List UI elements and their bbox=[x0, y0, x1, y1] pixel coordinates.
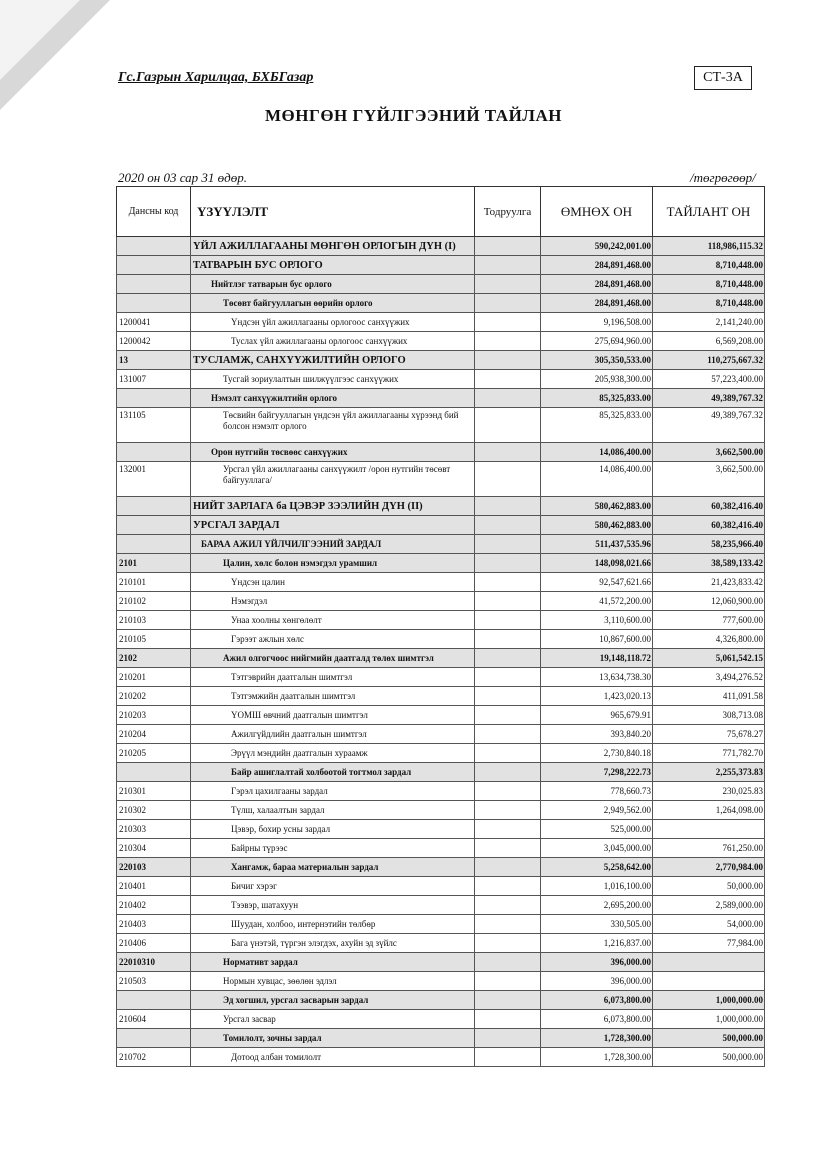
table-row bbox=[117, 443, 765, 462]
row-note bbox=[475, 516, 541, 535]
table-row bbox=[117, 1048, 765, 1067]
row-label: Хангамж, бараа материалын зардал bbox=[191, 858, 475, 877]
row-note bbox=[475, 351, 541, 370]
row-current: 110,275,667.32 bbox=[653, 351, 765, 370]
row-code bbox=[117, 763, 191, 782]
row-note bbox=[475, 535, 541, 554]
row-current: 21,423,833.42 bbox=[653, 573, 765, 592]
row-code: 210402 bbox=[117, 896, 191, 915]
row-label: Тээвэр, шатахуун bbox=[191, 896, 475, 915]
row-current: 230,025.83 bbox=[653, 782, 765, 801]
row-current: 4,326,800.00 bbox=[653, 630, 765, 649]
row-label: Ажил олгогчоос нийгмийн даатгалд төлөх шимтгэл bbox=[191, 649, 475, 668]
row-code: 210204 bbox=[117, 725, 191, 744]
row-current: 3,494,276.52 bbox=[653, 668, 765, 687]
row-current: 1,000,000.00 bbox=[653, 991, 765, 1010]
row-previous: 9,196,508.00 bbox=[541, 313, 653, 332]
row-code bbox=[117, 535, 191, 554]
row-label: Нормативт зардал bbox=[191, 953, 475, 972]
table-row bbox=[117, 896, 765, 915]
row-code bbox=[117, 991, 191, 1010]
table-row bbox=[117, 763, 765, 782]
row-previous: 511,437,535.96 bbox=[541, 535, 653, 554]
table-row bbox=[117, 801, 765, 820]
row-current: 1,264,098.00 bbox=[653, 801, 765, 820]
row-note bbox=[475, 782, 541, 801]
row-current: 118,986,115.32 bbox=[653, 237, 765, 256]
row-note bbox=[475, 370, 541, 389]
row-code: 220103 bbox=[117, 858, 191, 877]
row-note bbox=[475, 294, 541, 313]
row-current: 60,382,416.40 bbox=[653, 497, 765, 516]
row-previous: 305,350,533.00 bbox=[541, 351, 653, 370]
row-label: БАРАА АЖИЛ ҮЙЛЧИЛГЭЭНИЙ ЗАРДАЛ bbox=[191, 535, 475, 554]
row-code: 210205 bbox=[117, 744, 191, 763]
table-row bbox=[117, 782, 765, 801]
row-label: Гэрэл цахилгааны зардал bbox=[191, 782, 475, 801]
row-note bbox=[475, 896, 541, 915]
row-note bbox=[475, 820, 541, 839]
row-note bbox=[475, 801, 541, 820]
row-previous: 284,891,468.00 bbox=[541, 294, 653, 313]
table-row bbox=[117, 462, 765, 497]
table-row bbox=[117, 573, 765, 592]
row-previous: 14,086,400.00 bbox=[541, 443, 653, 462]
table-row bbox=[117, 1010, 765, 1029]
row-label: Тусгай зориулалтын шилжүүлгээс санхүүжих bbox=[191, 370, 475, 389]
report-date: 2020 он 03 сар 31 өдөр. bbox=[118, 170, 247, 185]
row-note bbox=[475, 313, 541, 332]
row-code bbox=[117, 275, 191, 294]
row-note bbox=[475, 497, 541, 516]
row-previous: 19,148,118.72 bbox=[541, 649, 653, 668]
row-label: ҮЙЛ АЖИЛЛАГААНЫ МӨНГӨН ОРЛОГЫН ДҮН (I) bbox=[191, 237, 475, 256]
row-note bbox=[475, 744, 541, 763]
header-indicator: ҮЗҮҮЛЭЛТ bbox=[191, 187, 475, 237]
row-note bbox=[475, 630, 541, 649]
table-row bbox=[117, 706, 765, 725]
table-header-row bbox=[117, 187, 765, 237]
row-previous: 396,000.00 bbox=[541, 972, 653, 991]
row-previous: 393,840.20 bbox=[541, 725, 653, 744]
row-previous: 1,216,837.00 bbox=[541, 934, 653, 953]
table-row bbox=[117, 972, 765, 991]
table-row bbox=[117, 389, 765, 408]
row-label: Тэтгэмжийн даатгалын шимтгэл bbox=[191, 687, 475, 706]
row-previous: 1,728,300.00 bbox=[541, 1048, 653, 1067]
row-label: Шуудан, холбоо, интернэтийн төлбөр bbox=[191, 915, 475, 934]
row-note bbox=[475, 668, 541, 687]
row-previous: 148,098,021.66 bbox=[541, 554, 653, 573]
row-code: 210702 bbox=[117, 1048, 191, 1067]
row-label: Үндсэн үйл ажиллагааны орлогоос санхүүжих bbox=[191, 313, 475, 332]
table-row bbox=[117, 237, 765, 256]
row-previous: 2,949,562.00 bbox=[541, 801, 653, 820]
row-code: 210303 bbox=[117, 820, 191, 839]
row-previous: 6,073,800.00 bbox=[541, 1010, 653, 1029]
organization-name: Гс.Газрын Харилцаа, БХБГазар bbox=[118, 70, 314, 85]
row-current: 8,710,448.00 bbox=[653, 294, 765, 313]
row-previous: 7,298,222.73 bbox=[541, 763, 653, 782]
row-note bbox=[475, 443, 541, 462]
row-code: 210102 bbox=[117, 592, 191, 611]
header-note: Тодруулга bbox=[475, 187, 541, 237]
row-previous: 3,110,600.00 bbox=[541, 611, 653, 630]
row-note bbox=[475, 462, 541, 497]
table-row bbox=[117, 516, 765, 535]
row-current: 2,589,000.00 bbox=[653, 896, 765, 915]
row-code bbox=[117, 389, 191, 408]
currency-unit: /төгрөгөөр/ bbox=[690, 170, 756, 185]
row-label: Гэрээт ажлын хөлс bbox=[191, 630, 475, 649]
row-code: 1200041 bbox=[117, 313, 191, 332]
cash-flow-table bbox=[116, 186, 765, 1067]
row-note bbox=[475, 858, 541, 877]
row-note bbox=[475, 915, 541, 934]
row-current: 75,678.27 bbox=[653, 725, 765, 744]
table-row bbox=[117, 294, 765, 313]
row-current: 500,000.00 bbox=[653, 1048, 765, 1067]
table-row bbox=[117, 820, 765, 839]
row-label: ТУСЛАМЖ, САНХҮҮЖИЛТИЙН ОРЛОГО bbox=[191, 351, 475, 370]
row-label: Түлш, халаалтын зардал bbox=[191, 801, 475, 820]
row-code: 210406 bbox=[117, 934, 191, 953]
row-previous: 10,867,600.00 bbox=[541, 630, 653, 649]
row-label: Унаа хоолны хөнгөлөлт bbox=[191, 611, 475, 630]
table-row bbox=[117, 668, 765, 687]
row-current: 49,389,767.32 bbox=[653, 389, 765, 408]
row-current: 8,710,448.00 bbox=[653, 275, 765, 294]
row-code: 1200042 bbox=[117, 332, 191, 351]
row-label: Байрны түрээс bbox=[191, 839, 475, 858]
table-row bbox=[117, 915, 765, 934]
row-code: 2102 bbox=[117, 649, 191, 668]
row-previous: 284,891,468.00 bbox=[541, 275, 653, 294]
table-row bbox=[117, 351, 765, 370]
table-row bbox=[117, 256, 765, 275]
row-label: Нэмэлт санхүүжилтийн орлого bbox=[191, 389, 475, 408]
table-row bbox=[117, 991, 765, 1010]
row-label: Үндсэн цалин bbox=[191, 573, 475, 592]
row-label: Бага үнэтэй, түргэн элэгдэх, ахуйн эд зүйлс bbox=[191, 934, 475, 953]
row-label: Нийтлэг татварын бус орлого bbox=[191, 275, 475, 294]
row-label: Байр ашиглалтай холбоотой тогтмол зардал bbox=[191, 763, 475, 782]
header-report-year: ТАЙЛАНТ ОН bbox=[653, 187, 765, 237]
row-note bbox=[475, 389, 541, 408]
table-row bbox=[117, 611, 765, 630]
row-note bbox=[475, 256, 541, 275]
row-code bbox=[117, 516, 191, 535]
row-label: Туслах үйл ажиллагааны орлогоос санхүүжих bbox=[191, 332, 475, 351]
row-label: Эд хогшил, урсгал засварын зардал bbox=[191, 991, 475, 1010]
row-previous: 275,694,960.00 bbox=[541, 332, 653, 351]
row-code: 210503 bbox=[117, 972, 191, 991]
row-previous: 778,660.73 bbox=[541, 782, 653, 801]
row-previous: 41,572,200.00 bbox=[541, 592, 653, 611]
row-note bbox=[475, 839, 541, 858]
row-code: 210302 bbox=[117, 801, 191, 820]
row-note bbox=[475, 877, 541, 896]
row-current: 49,389,767.32 bbox=[653, 408, 765, 443]
row-label: Бичиг хэрэг bbox=[191, 877, 475, 896]
row-code: 210203 bbox=[117, 706, 191, 725]
row-code: 210202 bbox=[117, 687, 191, 706]
row-note bbox=[475, 649, 541, 668]
row-code: 132001 bbox=[117, 462, 191, 497]
row-note bbox=[475, 592, 541, 611]
row-current: 2,255,373.83 bbox=[653, 763, 765, 782]
row-label: НИЙТ ЗАРЛАГА ба ЦЭВЭР ЗЭЭЛИЙН ДҮН (II) bbox=[191, 497, 475, 516]
row-current: 60,382,416.40 bbox=[653, 516, 765, 535]
row-current: 8,710,448.00 bbox=[653, 256, 765, 275]
row-previous: 396,000.00 bbox=[541, 953, 653, 972]
row-code: 210301 bbox=[117, 782, 191, 801]
row-previous: 5,258,642.00 bbox=[541, 858, 653, 877]
row-previous: 205,938,300.00 bbox=[541, 370, 653, 389]
row-code bbox=[117, 443, 191, 462]
row-note bbox=[475, 972, 541, 991]
row-label: Ажилгүйдлийн даатгалын шимтгэл bbox=[191, 725, 475, 744]
row-current: 77,984.00 bbox=[653, 934, 765, 953]
row-current: 411,091.58 bbox=[653, 687, 765, 706]
table-row bbox=[117, 535, 765, 554]
row-note bbox=[475, 408, 541, 443]
row-previous: 284,891,468.00 bbox=[541, 256, 653, 275]
table-row bbox=[117, 858, 765, 877]
row-label: Төсөвт байгууллагын өөрийн орлого bbox=[191, 294, 475, 313]
row-previous: 14,086,400.00 bbox=[541, 462, 653, 497]
row-code: 13 bbox=[117, 351, 191, 370]
row-current: 2,770,984.00 bbox=[653, 858, 765, 877]
row-label: Нормын хувцас, зөөлөн эдлэл bbox=[191, 972, 475, 991]
row-code bbox=[117, 1029, 191, 1048]
row-note bbox=[475, 934, 541, 953]
row-label: Төсвийн байгууллагын үндсэн үйл ажиллагааны хүрээнд бий болсон нэмэлт орлого bbox=[191, 408, 475, 443]
row-label: Урсгал засвар bbox=[191, 1010, 475, 1029]
row-current: 500,000.00 bbox=[653, 1029, 765, 1048]
table-row bbox=[117, 877, 765, 896]
header-previous-year: ӨМНӨХ ОН bbox=[541, 187, 653, 237]
row-label: Орон нутгийн төсвөөс санхүүжих bbox=[191, 443, 475, 462]
row-current: 777,600.00 bbox=[653, 611, 765, 630]
row-note bbox=[475, 573, 541, 592]
row-code: 131007 bbox=[117, 370, 191, 389]
row-previous: 85,325,833.00 bbox=[541, 408, 653, 443]
row-current: 1,000,000.00 bbox=[653, 1010, 765, 1029]
row-current: 50,000.00 bbox=[653, 877, 765, 896]
table-row bbox=[117, 408, 765, 443]
row-current: 5,061,542.15 bbox=[653, 649, 765, 668]
row-current: 771,782.70 bbox=[653, 744, 765, 763]
table-row bbox=[117, 839, 765, 858]
table-row bbox=[117, 313, 765, 332]
row-label: Цэвэр, бохир усны зардал bbox=[191, 820, 475, 839]
table-row bbox=[117, 275, 765, 294]
row-previous: 2,695,200.00 bbox=[541, 896, 653, 915]
row-code bbox=[117, 294, 191, 313]
row-code: 22010310 bbox=[117, 953, 191, 972]
form-code-box: СТ-3А bbox=[694, 66, 752, 90]
row-previous: 590,242,001.00 bbox=[541, 237, 653, 256]
row-code: 210403 bbox=[117, 915, 191, 934]
row-label: УРСГАЛ ЗАРДАЛ bbox=[191, 516, 475, 535]
row-current: 12,060,900.00 bbox=[653, 592, 765, 611]
row-code: 2101 bbox=[117, 554, 191, 573]
row-label: Томилолт, зочны зардал bbox=[191, 1029, 475, 1048]
table-row bbox=[117, 649, 765, 668]
table-row bbox=[117, 630, 765, 649]
table-row bbox=[117, 1029, 765, 1048]
table-row bbox=[117, 592, 765, 611]
row-code bbox=[117, 237, 191, 256]
table-row bbox=[117, 497, 765, 516]
row-note bbox=[475, 332, 541, 351]
row-code: 131105 bbox=[117, 408, 191, 443]
row-code: 210103 bbox=[117, 611, 191, 630]
table-row bbox=[117, 934, 765, 953]
row-current: 57,223,400.00 bbox=[653, 370, 765, 389]
row-note bbox=[475, 237, 541, 256]
row-previous: 580,462,883.00 bbox=[541, 497, 653, 516]
row-label: Нэмэгдэл bbox=[191, 592, 475, 611]
row-previous: 1,016,100.00 bbox=[541, 877, 653, 896]
table-row bbox=[117, 953, 765, 972]
row-previous: 580,462,883.00 bbox=[541, 516, 653, 535]
row-code: 210101 bbox=[117, 573, 191, 592]
row-label: ҮОМШ өвчний даатгалын шимтгэл bbox=[191, 706, 475, 725]
row-current: 58,235,966.40 bbox=[653, 535, 765, 554]
row-previous: 3,045,000.00 bbox=[541, 839, 653, 858]
page-fold bbox=[0, 0, 80, 80]
row-current bbox=[653, 972, 765, 991]
row-current bbox=[653, 820, 765, 839]
row-current bbox=[653, 953, 765, 972]
row-previous: 6,073,800.00 bbox=[541, 991, 653, 1010]
row-code: 210604 bbox=[117, 1010, 191, 1029]
table-row bbox=[117, 554, 765, 573]
row-code: 210401 bbox=[117, 877, 191, 896]
header-account-code: Дансны код bbox=[117, 187, 191, 237]
row-note bbox=[475, 611, 541, 630]
row-note bbox=[475, 554, 541, 573]
row-code: 210201 bbox=[117, 668, 191, 687]
table-row bbox=[117, 370, 765, 389]
row-note bbox=[475, 763, 541, 782]
row-label: ТАТВАРЫН БУС ОРЛОГО bbox=[191, 256, 475, 275]
row-note bbox=[475, 687, 541, 706]
table-row bbox=[117, 725, 765, 744]
row-previous: 85,325,833.00 bbox=[541, 389, 653, 408]
row-current: 54,000.00 bbox=[653, 915, 765, 934]
row-label: Дотоод албан томилолт bbox=[191, 1048, 475, 1067]
row-note bbox=[475, 1048, 541, 1067]
row-current: 308,713.08 bbox=[653, 706, 765, 725]
row-label: Эрүүл мэндийн даатгалын хураамж bbox=[191, 744, 475, 763]
row-previous: 525,000.00 bbox=[541, 820, 653, 839]
row-code: 210105 bbox=[117, 630, 191, 649]
row-current: 3,662,500.00 bbox=[653, 443, 765, 462]
row-current: 38,589,133.42 bbox=[653, 554, 765, 573]
row-note bbox=[475, 1010, 541, 1029]
table-row bbox=[117, 332, 765, 351]
report-title: МӨНГӨН ГҮЙЛГЭЭНИЙ ТАЙЛАН bbox=[265, 106, 562, 125]
row-note bbox=[475, 991, 541, 1010]
row-previous: 2,730,840.18 bbox=[541, 744, 653, 763]
row-current: 2,141,240.00 bbox=[653, 313, 765, 332]
row-previous: 92,547,621.66 bbox=[541, 573, 653, 592]
row-previous: 330,505.00 bbox=[541, 915, 653, 934]
row-previous: 1,423,020.13 bbox=[541, 687, 653, 706]
row-label: Урсгал үйл ажиллагааны санхүүжилт /орон нутгийн төсөвт байгууллага/ bbox=[191, 462, 475, 497]
row-previous: 965,679.91 bbox=[541, 706, 653, 725]
row-code bbox=[117, 497, 191, 516]
row-note bbox=[475, 725, 541, 744]
row-current: 6,569,208.00 bbox=[653, 332, 765, 351]
row-note bbox=[475, 953, 541, 972]
row-label: Цалин, хөлс болон нэмэгдэл урамшил bbox=[191, 554, 475, 573]
row-current: 761,250.00 bbox=[653, 839, 765, 858]
row-note bbox=[475, 275, 541, 294]
row-previous: 1,728,300.00 bbox=[541, 1029, 653, 1048]
row-current: 3,662,500.00 bbox=[653, 462, 765, 497]
row-note bbox=[475, 1029, 541, 1048]
row-code: 210304 bbox=[117, 839, 191, 858]
row-label: Тэтгэврийн даатгалын шимтгэл bbox=[191, 668, 475, 687]
row-code bbox=[117, 256, 191, 275]
table-row bbox=[117, 744, 765, 763]
row-note bbox=[475, 706, 541, 725]
table-row bbox=[117, 687, 765, 706]
row-previous: 13,634,738.30 bbox=[541, 668, 653, 687]
